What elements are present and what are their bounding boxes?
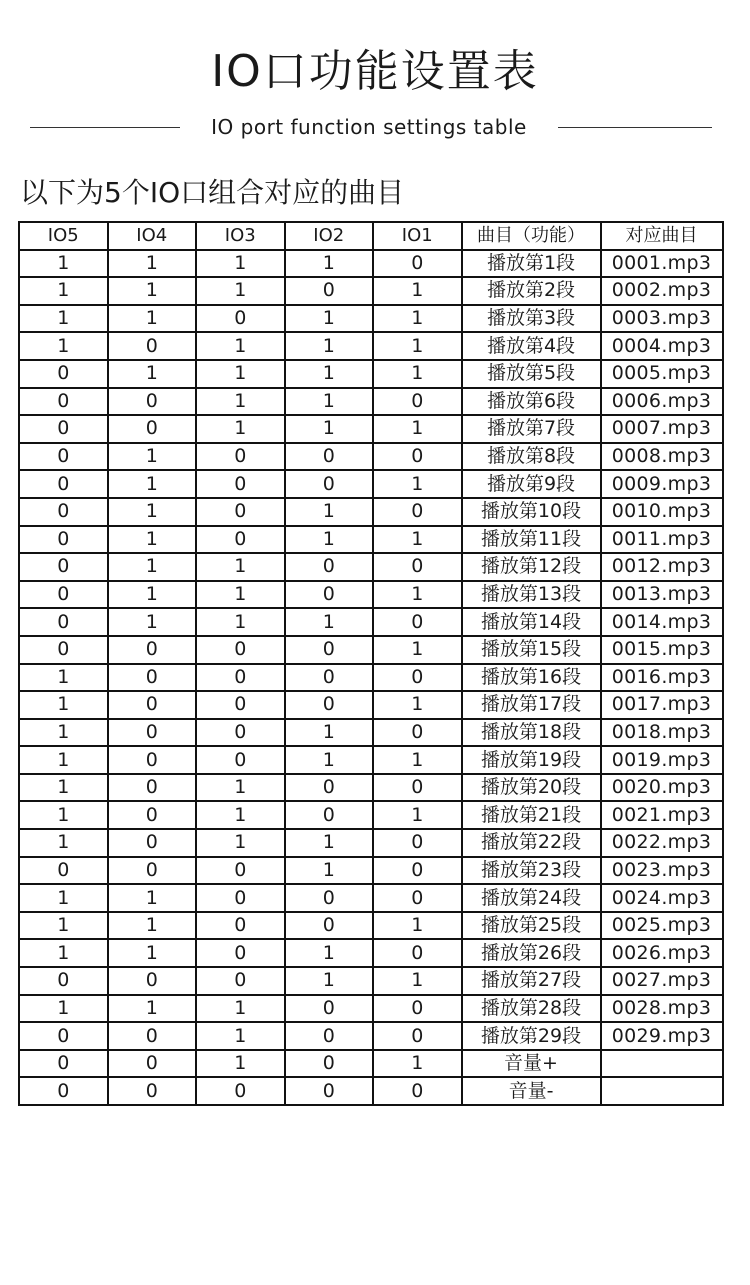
cell-track: 0004.mp3	[601, 332, 723, 360]
cell-track: 0008.mp3	[601, 443, 723, 471]
cell-function: 播放第20段	[462, 774, 601, 802]
cell-io3: 0	[196, 498, 285, 526]
cell-io5: 0	[19, 1077, 108, 1105]
cell-io5: 1	[19, 332, 108, 360]
cell-io4: 1	[108, 581, 197, 609]
cell-io5: 0	[19, 553, 108, 581]
cell-function: 播放第5段	[462, 360, 601, 388]
cell-function: 播放第21段	[462, 801, 601, 829]
subtitle-rule-left	[30, 127, 180, 128]
cell-io1: 0	[373, 388, 462, 416]
cell-track: 0023.mp3	[601, 857, 723, 885]
column-header-io5: IO5	[19, 222, 108, 250]
cell-io4: 0	[108, 1050, 197, 1078]
cell-io4: 1	[108, 305, 197, 333]
cell-io2: 0	[285, 691, 374, 719]
cell-io4: 1	[108, 884, 197, 912]
cell-io1: 0	[373, 719, 462, 747]
cell-io2: 0	[285, 664, 374, 692]
cell-io5: 1	[19, 664, 108, 692]
cell-io4: 1	[108, 443, 197, 471]
cell-io4: 1	[108, 250, 197, 278]
table-row	[19, 719, 723, 747]
cell-io3: 1	[196, 995, 285, 1023]
table-row	[19, 608, 723, 636]
table-row	[19, 939, 723, 967]
table-row	[19, 1022, 723, 1050]
cell-io2: 1	[285, 608, 374, 636]
cell-io4: 1	[108, 277, 197, 305]
cell-io2: 1	[285, 857, 374, 885]
cell-function: 播放第23段	[462, 857, 601, 885]
cell-io1: 1	[373, 305, 462, 333]
cell-io1: 1	[373, 746, 462, 774]
cell-function: 播放第1段	[462, 250, 601, 278]
cell-io4: 1	[108, 553, 197, 581]
cell-io2: 1	[285, 360, 374, 388]
cell-io3: 0	[196, 664, 285, 692]
cell-io4: 0	[108, 415, 197, 443]
cell-io1: 1	[373, 967, 462, 995]
cell-io5: 1	[19, 912, 108, 940]
cell-io3: 0	[196, 719, 285, 747]
cell-track: 0013.mp3	[601, 581, 723, 609]
cell-io4: 1	[108, 912, 197, 940]
cell-io2: 0	[285, 884, 374, 912]
table-body	[19, 250, 723, 1105]
cell-io3: 1	[196, 1050, 285, 1078]
cell-io5: 0	[19, 388, 108, 416]
cell-io1: 0	[373, 443, 462, 471]
cell-io1: 0	[373, 857, 462, 885]
cell-io2: 1	[285, 388, 374, 416]
cell-io2: 1	[285, 829, 374, 857]
cell-io5: 1	[19, 250, 108, 278]
cell-io3: 0	[196, 470, 285, 498]
cell-io4: 0	[108, 746, 197, 774]
cell-function: 播放第28段	[462, 995, 601, 1023]
cell-io3: 1	[196, 1022, 285, 1050]
cell-function: 播放第14段	[462, 608, 601, 636]
cell-io3: 1	[196, 388, 285, 416]
cell-io1: 1	[373, 801, 462, 829]
cell-io2: 1	[285, 498, 374, 526]
cell-io5: 0	[19, 498, 108, 526]
cell-function: 播放第11段	[462, 526, 601, 554]
table-row	[19, 691, 723, 719]
table-row	[19, 636, 723, 664]
cell-io1: 0	[373, 608, 462, 636]
column-header-io1: IO1	[373, 222, 462, 250]
cell-io3: 1	[196, 277, 285, 305]
cell-track: 0002.mp3	[601, 277, 723, 305]
cell-track: 0006.mp3	[601, 388, 723, 416]
column-header-track: 对应曲目	[601, 222, 723, 250]
cell-io3: 1	[196, 360, 285, 388]
cell-track: 0007.mp3	[601, 415, 723, 443]
cell-io2: 0	[285, 995, 374, 1023]
page-subtitle: IO port function settings table	[211, 115, 527, 139]
cell-function: 播放第12段	[462, 553, 601, 581]
cell-io3: 0	[196, 939, 285, 967]
cell-track: 0019.mp3	[601, 746, 723, 774]
cell-io3: 0	[196, 884, 285, 912]
cell-function: 播放第13段	[462, 581, 601, 609]
table-row	[19, 498, 723, 526]
cell-function: 播放第25段	[462, 912, 601, 940]
cell-io1: 1	[373, 332, 462, 360]
cell-io4: 1	[108, 995, 197, 1023]
cell-function: 播放第26段	[462, 939, 601, 967]
cell-io3: 0	[196, 967, 285, 995]
cell-io2: 0	[285, 470, 374, 498]
cell-io5: 0	[19, 443, 108, 471]
cell-io4: 1	[108, 470, 197, 498]
subtitle-row	[0, 112, 750, 142]
table-row	[19, 774, 723, 802]
cell-io4: 1	[108, 498, 197, 526]
cell-io3: 1	[196, 608, 285, 636]
cell-track: 0022.mp3	[601, 829, 723, 857]
cell-io3: 1	[196, 801, 285, 829]
table-row	[19, 1077, 723, 1105]
cell-io1: 0	[373, 250, 462, 278]
cell-function: 播放第9段	[462, 470, 601, 498]
cell-io2: 0	[285, 581, 374, 609]
cell-track: 0020.mp3	[601, 774, 723, 802]
cell-track: 0003.mp3	[601, 305, 723, 333]
cell-io2: 0	[285, 912, 374, 940]
cell-io3: 1	[196, 829, 285, 857]
cell-io1: 1	[373, 277, 462, 305]
column-header-io2: IO2	[285, 222, 374, 250]
cell-track: 0016.mp3	[601, 664, 723, 692]
cell-io4: 0	[108, 719, 197, 747]
cell-io2: 0	[285, 1022, 374, 1050]
cell-io2: 1	[285, 526, 374, 554]
cell-io3: 0	[196, 636, 285, 664]
cell-io5: 1	[19, 884, 108, 912]
cell-function: 音量+	[462, 1050, 601, 1078]
table-row	[19, 746, 723, 774]
table-row	[19, 332, 723, 360]
cell-io3: 1	[196, 581, 285, 609]
cell-io1: 0	[373, 939, 462, 967]
cell-io2: 1	[285, 415, 374, 443]
cell-io1: 0	[373, 829, 462, 857]
cell-io4: 0	[108, 829, 197, 857]
cell-io2: 1	[285, 332, 374, 360]
cell-track: 0024.mp3	[601, 884, 723, 912]
cell-io1: 0	[373, 884, 462, 912]
cell-io4: 0	[108, 967, 197, 995]
cell-io4: 0	[108, 801, 197, 829]
cell-io2: 1	[285, 967, 374, 995]
cell-io4: 0	[108, 691, 197, 719]
cell-io2: 0	[285, 1077, 374, 1105]
cell-io2: 1	[285, 250, 374, 278]
cell-function: 播放第2段	[462, 277, 601, 305]
subtitle-rule-right	[558, 127, 712, 128]
section-heading: 以下为5个IO口组合对应的曲目	[20, 176, 405, 209]
table-row	[19, 967, 723, 995]
cell-io2: 0	[285, 774, 374, 802]
table-row	[19, 664, 723, 692]
cell-io4: 0	[108, 664, 197, 692]
cell-io3: 0	[196, 443, 285, 471]
table-row	[19, 470, 723, 498]
cell-io3: 0	[196, 691, 285, 719]
cell-io5: 1	[19, 277, 108, 305]
cell-io2: 1	[285, 719, 374, 747]
cell-function: 音量-	[462, 1077, 601, 1105]
cell-function: 播放第3段	[462, 305, 601, 333]
table-row	[19, 277, 723, 305]
table-row	[19, 443, 723, 471]
cell-io4: 0	[108, 774, 197, 802]
cell-io2: 0	[285, 443, 374, 471]
table-row	[19, 581, 723, 609]
cell-io3: 0	[196, 857, 285, 885]
cell-function: 播放第15段	[462, 636, 601, 664]
cell-io3: 1	[196, 415, 285, 443]
cell-track: 0014.mp3	[601, 608, 723, 636]
io-settings-table	[18, 221, 724, 1106]
cell-function: 播放第17段	[462, 691, 601, 719]
cell-io1: 0	[373, 498, 462, 526]
cell-io3: 0	[196, 305, 285, 333]
cell-io4: 0	[108, 388, 197, 416]
cell-io5: 0	[19, 857, 108, 885]
cell-io1: 1	[373, 1050, 462, 1078]
table-header-row	[19, 222, 723, 250]
cell-io1: 1	[373, 415, 462, 443]
cell-io5: 1	[19, 719, 108, 747]
cell-io5: 1	[19, 774, 108, 802]
cell-io1: 1	[373, 360, 462, 388]
cell-io5: 0	[19, 415, 108, 443]
cell-function: 播放第22段	[462, 829, 601, 857]
cell-io3: 1	[196, 250, 285, 278]
cell-track: 0025.mp3	[601, 912, 723, 940]
cell-function: 播放第24段	[462, 884, 601, 912]
cell-track: 0011.mp3	[601, 526, 723, 554]
cell-io2: 0	[285, 553, 374, 581]
cell-io1: 1	[373, 581, 462, 609]
cell-io4: 1	[108, 360, 197, 388]
cell-track: 0009.mp3	[601, 470, 723, 498]
cell-io1: 1	[373, 470, 462, 498]
cell-function: 播放第27段	[462, 967, 601, 995]
column-header-io3: IO3	[196, 222, 285, 250]
cell-function: 播放第29段	[462, 1022, 601, 1050]
cell-track: 0026.mp3	[601, 939, 723, 967]
cell-track: 0012.mp3	[601, 553, 723, 581]
table-row	[19, 912, 723, 940]
cell-io2: 1	[285, 746, 374, 774]
cell-io1: 1	[373, 691, 462, 719]
cell-io2: 1	[285, 305, 374, 333]
cell-io5: 1	[19, 801, 108, 829]
table-row	[19, 1050, 723, 1078]
cell-io1: 1	[373, 526, 462, 554]
cell-track: 0018.mp3	[601, 719, 723, 747]
cell-track: 0010.mp3	[601, 498, 723, 526]
cell-io5: 1	[19, 305, 108, 333]
cell-track: 0001.mp3	[601, 250, 723, 278]
cell-io5: 0	[19, 1022, 108, 1050]
cell-track: 0029.mp3	[601, 1022, 723, 1050]
cell-io1: 0	[373, 774, 462, 802]
cell-io2: 0	[285, 801, 374, 829]
cell-io2: 0	[285, 277, 374, 305]
cell-function: 播放第8段	[462, 443, 601, 471]
cell-io3: 0	[196, 1077, 285, 1105]
cell-io5: 0	[19, 1050, 108, 1078]
cell-io1: 0	[373, 1077, 462, 1105]
cell-track	[601, 1077, 723, 1105]
cell-track	[601, 1050, 723, 1078]
cell-io1: 0	[373, 995, 462, 1023]
cell-io5: 0	[19, 608, 108, 636]
cell-io1: 1	[373, 636, 462, 664]
cell-io3: 1	[196, 553, 285, 581]
cell-io4: 0	[108, 332, 197, 360]
table-row	[19, 305, 723, 333]
table-row	[19, 388, 723, 416]
cell-io3: 0	[196, 526, 285, 554]
cell-io1: 0	[373, 1022, 462, 1050]
column-header-io4: IO4	[108, 222, 197, 250]
cell-io4: 0	[108, 636, 197, 664]
cell-track: 0028.mp3	[601, 995, 723, 1023]
cell-io5: 1	[19, 829, 108, 857]
cell-io5: 0	[19, 636, 108, 664]
page-title: IO口功能设置表	[211, 46, 539, 97]
table-row	[19, 526, 723, 554]
cell-io3: 1	[196, 332, 285, 360]
cell-io5: 1	[19, 746, 108, 774]
cell-function: 播放第7段	[462, 415, 601, 443]
cell-function: 播放第19段	[462, 746, 601, 774]
cell-io2: 1	[285, 939, 374, 967]
cell-io5: 0	[19, 360, 108, 388]
table-row	[19, 829, 723, 857]
cell-track: 0021.mp3	[601, 801, 723, 829]
cell-io3: 0	[196, 912, 285, 940]
cell-io5: 1	[19, 939, 108, 967]
cell-function: 播放第4段	[462, 332, 601, 360]
cell-io5: 0	[19, 526, 108, 554]
table-row	[19, 884, 723, 912]
cell-track: 0015.mp3	[601, 636, 723, 664]
cell-track: 0027.mp3	[601, 967, 723, 995]
cell-function: 播放第6段	[462, 388, 601, 416]
table-row	[19, 360, 723, 388]
cell-io4: 0	[108, 857, 197, 885]
table-row	[19, 415, 723, 443]
cell-io4: 0	[108, 1022, 197, 1050]
cell-io2: 0	[285, 1050, 374, 1078]
cell-function: 播放第18段	[462, 719, 601, 747]
cell-io3: 0	[196, 746, 285, 774]
cell-io5: 1	[19, 995, 108, 1023]
cell-io3: 1	[196, 774, 285, 802]
cell-function: 播放第10段	[462, 498, 601, 526]
table-row	[19, 995, 723, 1023]
table-row	[19, 801, 723, 829]
cell-io1: 0	[373, 553, 462, 581]
cell-io4: 1	[108, 526, 197, 554]
cell-io2: 0	[285, 636, 374, 664]
cell-io4: 0	[108, 1077, 197, 1105]
cell-io5: 1	[19, 691, 108, 719]
cell-io5: 0	[19, 581, 108, 609]
table-row	[19, 857, 723, 885]
table-row	[19, 250, 723, 278]
cell-io5: 0	[19, 967, 108, 995]
cell-io4: 1	[108, 608, 197, 636]
cell-track: 0005.mp3	[601, 360, 723, 388]
cell-io1: 0	[373, 664, 462, 692]
cell-io5: 0	[19, 470, 108, 498]
cell-io1: 1	[373, 912, 462, 940]
column-header-function: 曲目（功能）	[462, 222, 601, 250]
table-row	[19, 553, 723, 581]
cell-track: 0017.mp3	[601, 691, 723, 719]
cell-function: 播放第16段	[462, 664, 601, 692]
cell-io4: 1	[108, 939, 197, 967]
